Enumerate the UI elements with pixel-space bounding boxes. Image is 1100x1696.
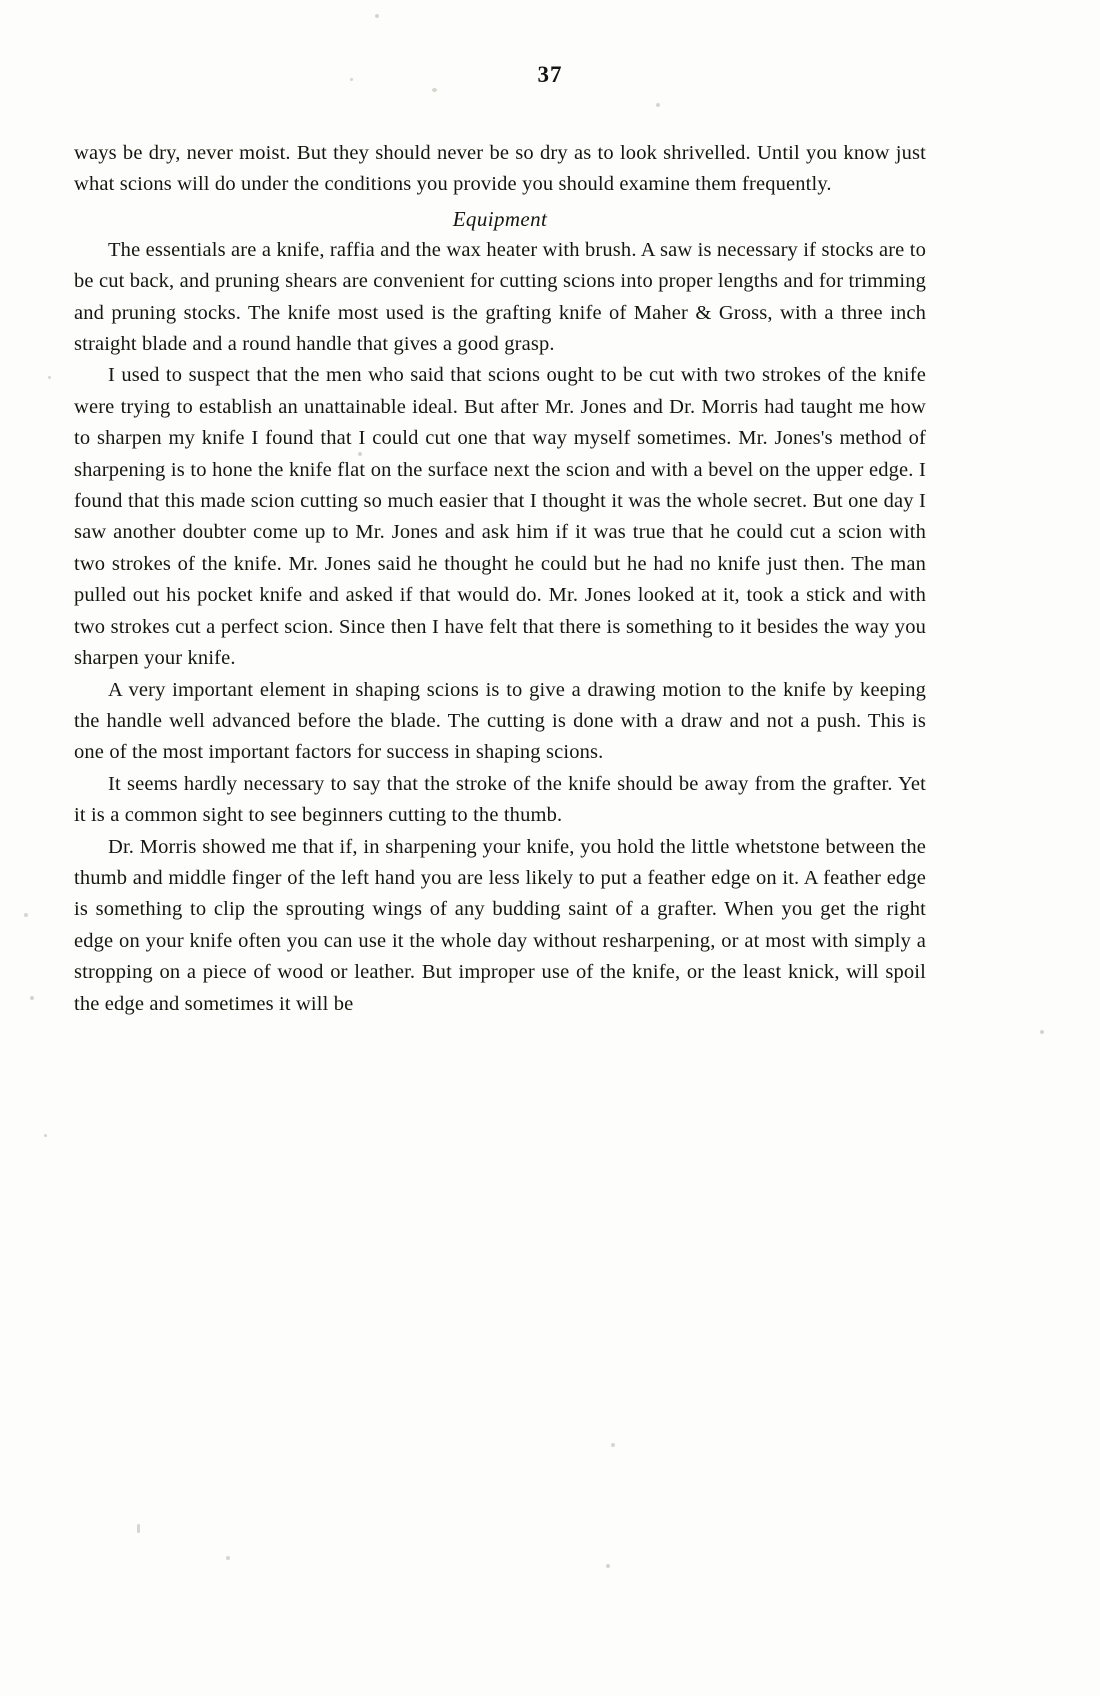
- scan-speckle: [656, 103, 660, 107]
- page-number: 37: [537, 62, 563, 87]
- scan-speckle: [611, 1443, 615, 1447]
- paragraph: ways be dry, never moist. But they should never be so dry as to look shrivelled. Until you know just what scions will do under the conditions you provide you should examine them frequently.: [74, 142, 926, 196]
- scan-speckle: [48, 376, 51, 379]
- scan-speckle: [432, 88, 437, 92]
- paragraph: The essentials are a knife, raffia and the wax heater with brush. A saw is necessary if stocks are to be cut back, and pruning shears are convenient for cutting scions into proper lengths and for trimming and pruning stocks. The knife most used is the grafting knife of Maher & Gross, with a three inch straight blade and a round handle that gives a good grasp.: [74, 238, 926, 356]
- scan-speckle: [226, 1556, 230, 1560]
- scan-speckle: [606, 1564, 610, 1568]
- paragraph: A very important element in shaping scions is to give a drawing motion to the knife by keeping the handle well advanced before the blade. The cutting is done with a draw and not a push. This is one of the most important factors for success in shaping scions.: [74, 678, 926, 764]
- scan-speckle: [24, 913, 28, 917]
- scan-speckle: [44, 1134, 47, 1137]
- paragraph: It seems hardly necessary to say that the stroke of the knife should be away from the grafter. Yet it is a common sight to see beginners cutting to the thumb.: [74, 772, 926, 827]
- scan-speckle: [375, 14, 379, 18]
- scan-speckle: [1040, 1030, 1044, 1034]
- scan-speckle: [137, 1524, 140, 1533]
- section-heading: Equipment: [452, 206, 548, 231]
- paragraph: I used to suspect that the men who said that scions ought to be cut with two strokes of the knife were trying to establish an unattainable ideal. But after Mr. Jones and Dr. Morris had taught me how to sharpen my knife I found that I could cut one that way myself sometimes. Mr. Jones's method of sharpening is to hone the knife flat on the surface next the scion and with a bevel on the upper edge. I found that this made scion cutting so much easier that I thought it was the whole secret. But one day I saw another doubter come up to Mr. Jones and ask him if it was true that he could cut a scion with two strokes of the knife. Mr. Jones said he thought he could but he had no knife just then. The man pulled out his pocket knife and asked if that would do. Mr. Jones looked at it, took a stick and with two strokes cut a perfect scion. Since then I have felt that there is something to it besides the way you sharpen your knife.: [74, 364, 926, 670]
- page-body: [74, 138, 926, 1020]
- paragraph: Dr. Morris showed me that if, in sharpening your knife, you hold the little whetstone between the thumb and middle finger of the left hand you are less likely to put a feather edge on it. A feather edge is something to clip the sprouting wings of any budding saint of a grafter. When you get the right edge on your knife often you can use it the whole day without resharpening, or at most with simply a stropping on a piece of wood or leather. But improper use of the knife, or the least knick, will spoil the edge and sometimes it will be: [74, 835, 926, 1015]
- scan-speckle: [30, 996, 34, 1000]
